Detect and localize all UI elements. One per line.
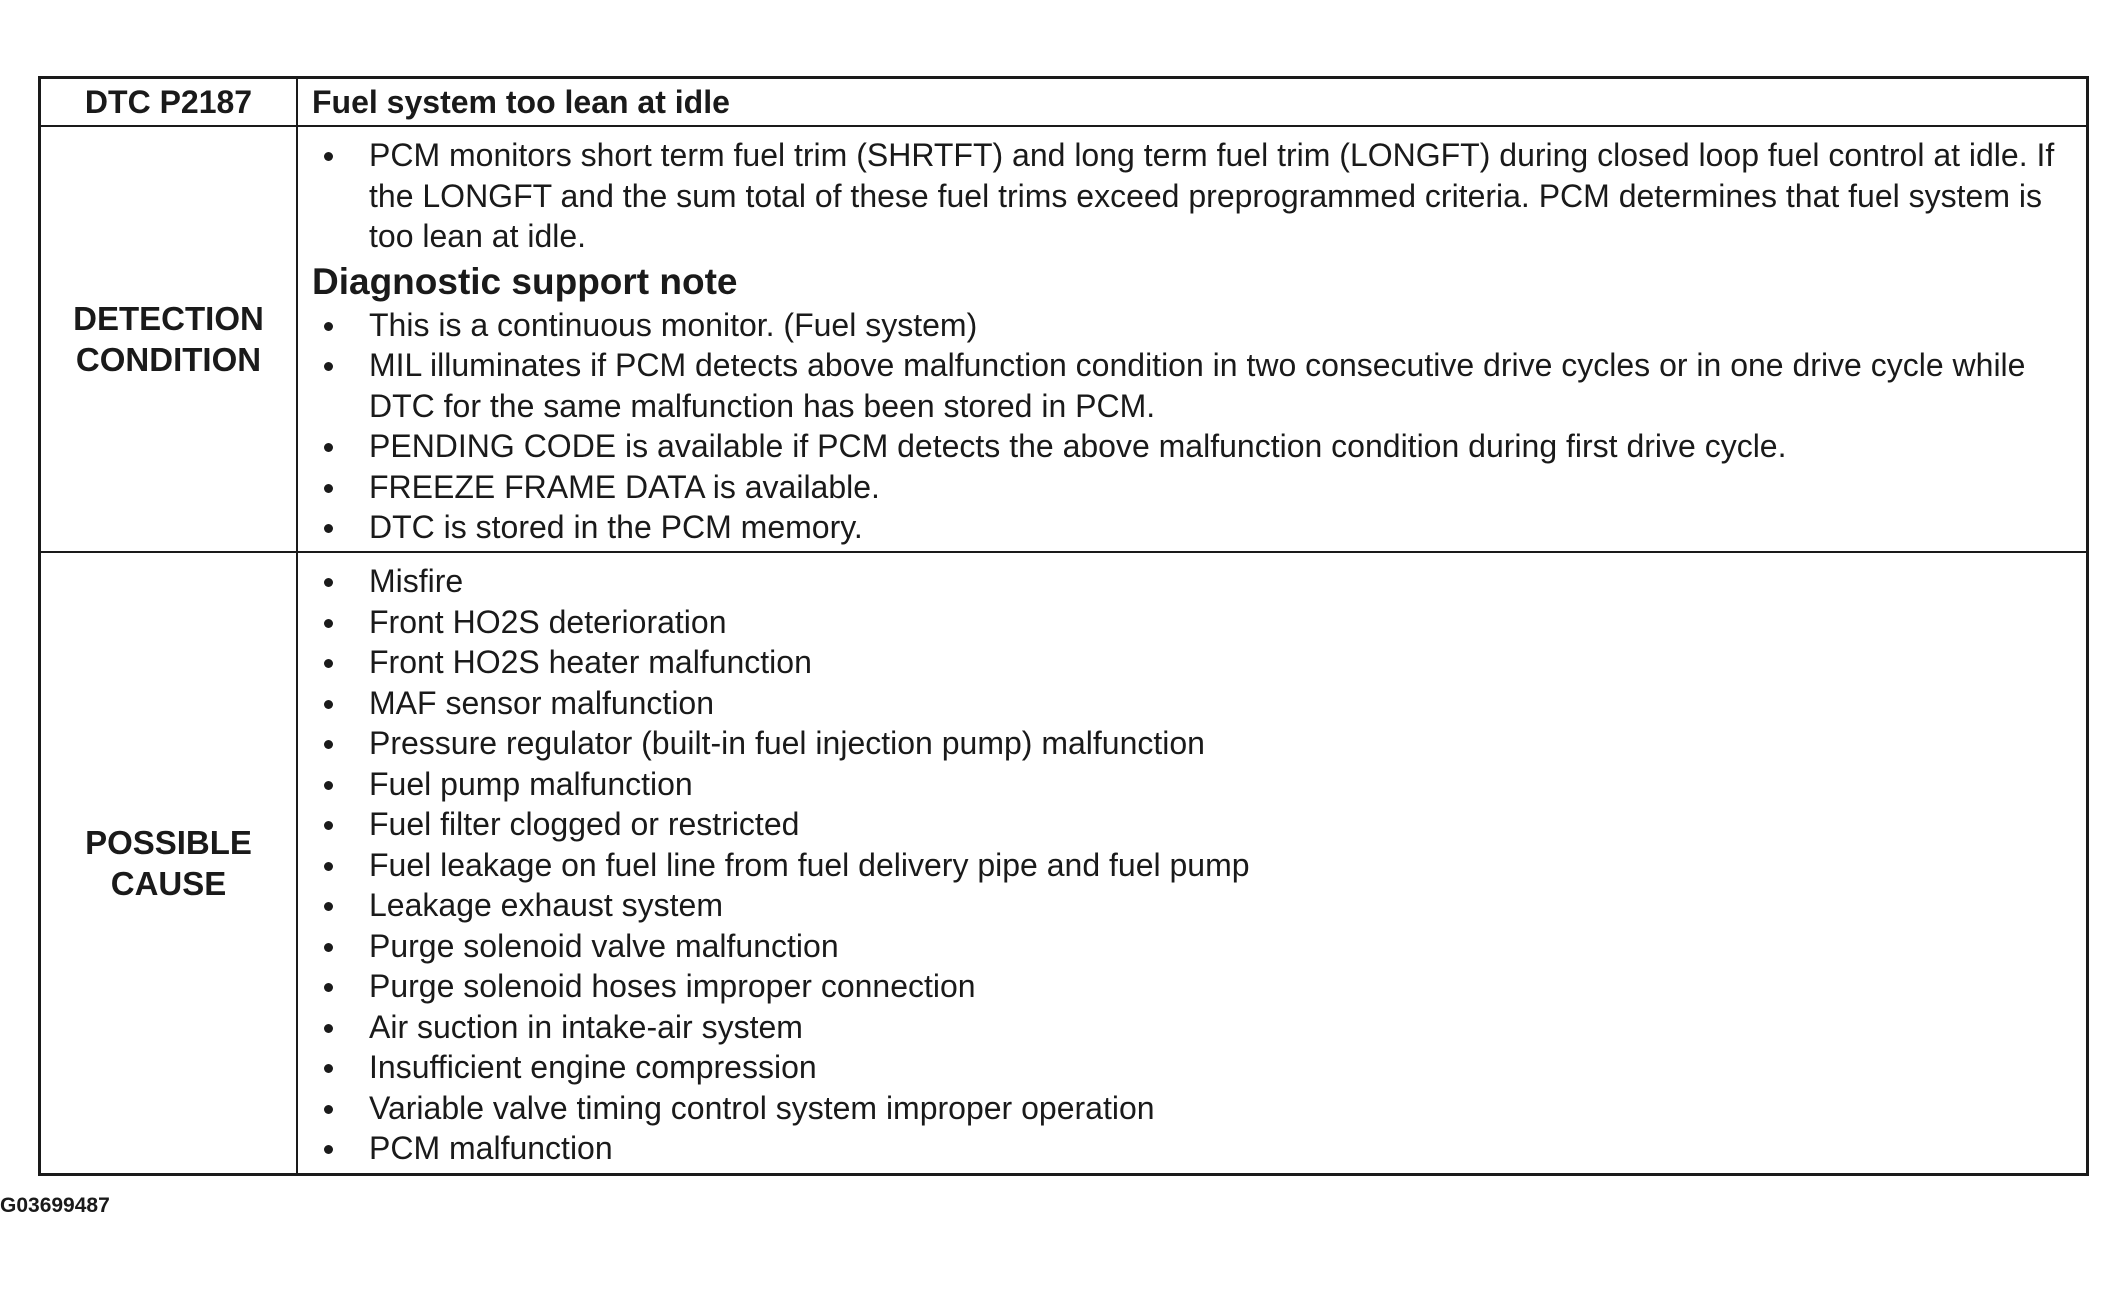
list-item: Purge solenoid hoses improper connection xyxy=(312,966,2066,1007)
list-item: Front HO2S deterioration xyxy=(312,602,2066,643)
detection-condition-label xyxy=(41,127,298,553)
list-item: FREEZE FRAME DATA is available. xyxy=(312,467,2066,508)
cause-label-line1: POSSIBLE xyxy=(85,824,252,861)
possible-cause-content xyxy=(298,553,2086,1173)
diagnostic-note-heading: Diagnostic support note xyxy=(312,260,738,302)
list-item: PCM monitors short term fuel trim (SHRTFT) and long term fuel trim (LONGFT) during closed loop fuel control at idle. If the LONGFT and the sum total of these fuel trims exceed preprogrammed criteria. PCM determines that fuel system is too lean at idle. xyxy=(312,135,2066,257)
cause-label-line2: CAUSE xyxy=(110,865,227,902)
list-item: Air suction in intake-air system xyxy=(312,1007,2066,1048)
list-item: Misfire xyxy=(312,561,2066,602)
detection-label-line2: CONDITION xyxy=(75,341,262,378)
list-item: PCM malfunction xyxy=(312,1128,2066,1169)
list-item: Front HO2S heater malfunction xyxy=(312,642,2066,683)
dtc-code: DTC P2187 xyxy=(41,79,298,127)
list-item: Purge solenoid valve malfunction xyxy=(312,926,2066,967)
list-item: This is a continuous monitor. (Fuel system) xyxy=(312,305,2066,346)
list-item: Leakage exhaust system xyxy=(312,885,2066,926)
list-item: Fuel leakage on fuel line from fuel delivery pipe and fuel pump xyxy=(312,845,2066,886)
dtc-table xyxy=(38,76,2089,1176)
detection-label-line1: DETECTION xyxy=(73,300,264,337)
list-item: Insufficient engine compression xyxy=(312,1047,2066,1088)
list-item: MIL illuminates if PCM detects above malfunction condition in two consecutive drive cycles or in one drive cycle while DTC for the same malfunction has been stored in PCM. xyxy=(312,345,2066,426)
list-item: DTC is stored in the PCM memory. xyxy=(312,507,2066,548)
list-item: Pressure regulator (built-in fuel injection pump) malfunction xyxy=(312,723,2066,764)
list-item: Variable valve timing control system improper operation xyxy=(312,1088,2066,1129)
figure-id: G03699487 xyxy=(0,1194,110,1217)
list-item: PENDING CODE is available if PCM detects the above malfunction condition during first drive cycle. xyxy=(312,426,2066,467)
list-item: Fuel pump malfunction xyxy=(312,764,2066,805)
possible-cause-label xyxy=(41,553,298,1173)
possible-cause-list xyxy=(312,561,2066,1169)
dtc-title: Fuel system too lean at idle xyxy=(298,79,2086,127)
diagnostic-note-list xyxy=(312,305,2066,548)
detection-condition-content xyxy=(298,127,2086,553)
detection-intro-list xyxy=(312,135,2066,257)
list-item: Fuel filter clogged or restricted xyxy=(312,804,2066,845)
list-item: MAF sensor malfunction xyxy=(312,683,2066,724)
